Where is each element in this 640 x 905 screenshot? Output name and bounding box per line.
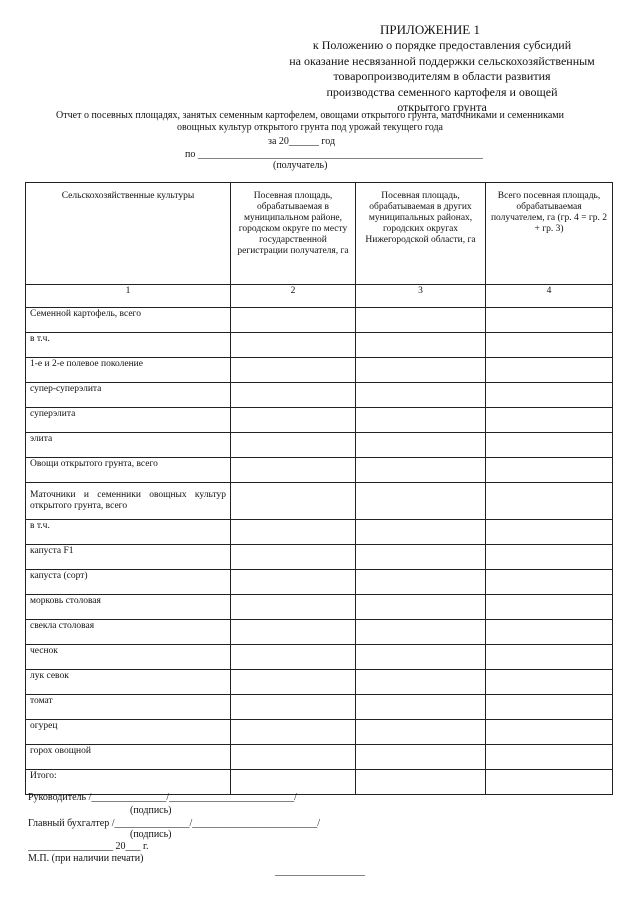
area-other-cell[interactable]	[356, 620, 486, 645]
appendix-line: товаропроизводителям в области развития	[333, 69, 551, 83]
area-total-cell[interactable]	[486, 545, 613, 570]
area-total-cell[interactable]	[486, 645, 613, 670]
area-own-cell[interactable]	[231, 720, 356, 745]
area-total-cell[interactable]	[486, 620, 613, 645]
area-other-cell[interactable]	[356, 383, 486, 408]
area-own-cell[interactable]	[231, 670, 356, 695]
area-own-cell[interactable]	[231, 620, 356, 645]
area-own-cell[interactable]	[231, 545, 356, 570]
column-number: 3	[356, 285, 486, 308]
area-other-cell[interactable]	[356, 458, 486, 483]
report-title-line: Отчет о посевных площадях, занятых семенным картофелем, овощами открытого грунта, маточниками и семенниками	[56, 110, 564, 121]
area-other-cell[interactable]	[356, 720, 486, 745]
appendix-subtitle	[272, 38, 612, 116]
crop-name-cell: суперэлита	[26, 408, 231, 433]
area-total-cell[interactable]	[486, 483, 613, 520]
recipient-caption: (получатель)	[273, 160, 328, 171]
area-other-cell[interactable]	[356, 645, 486, 670]
crop-name-cell: Маточники и семенники овощных культур открытого грунта, всего	[26, 483, 231, 520]
table-row	[26, 720, 613, 745]
area-own-cell[interactable]	[231, 520, 356, 545]
report-title	[30, 110, 590, 134]
area-total-cell[interactable]	[486, 308, 613, 333]
head-signature[interactable]: Руководитель /_______________/_________________________/	[28, 792, 297, 803]
area-other-cell[interactable]	[356, 545, 486, 570]
table-row	[26, 770, 613, 795]
table-row	[26, 358, 613, 383]
crop-name-cell: Семенной картофель, всего	[26, 308, 231, 333]
column-number: 4	[486, 285, 613, 308]
crop-name-cell: чеснок	[26, 645, 231, 670]
area-total-cell[interactable]	[486, 458, 613, 483]
table-row	[26, 483, 613, 520]
crop-name-cell: капуста F1	[26, 545, 231, 570]
table-row	[26, 545, 613, 570]
header-area-total: Всего посевная площадь, обрабатываемая получателем, га (гр. 4 = гр. 2 + гр. 3)	[486, 183, 613, 285]
bottom-line: __________________	[275, 866, 365, 877]
table-row	[26, 695, 613, 720]
crop-name-cell: Овощи открытого грунта, всего	[26, 458, 231, 483]
area-other-cell[interactable]	[356, 408, 486, 433]
table-row	[26, 520, 613, 545]
area-total-cell[interactable]	[486, 695, 613, 720]
header-area-other: Посевная площадь, обрабатываемая в других муниципальных районах, городских округах Нижегородской области, га	[356, 183, 486, 285]
area-own-cell[interactable]	[231, 695, 356, 720]
area-own-cell[interactable]	[231, 595, 356, 620]
area-own-cell[interactable]	[231, 458, 356, 483]
area-own-cell[interactable]	[231, 358, 356, 383]
area-own-cell[interactable]	[231, 570, 356, 595]
area-other-cell[interactable]	[356, 670, 486, 695]
signature-caption: (подпись)	[130, 805, 172, 816]
crop-name-cell: свекла столовая	[26, 620, 231, 645]
table-row	[26, 433, 613, 458]
table-row	[26, 408, 613, 433]
stamp-label: М.П. (при наличии печати)	[28, 853, 144, 864]
area-total-cell[interactable]	[486, 383, 613, 408]
header-crops: Сельскохозяйственные культуры	[26, 183, 231, 285]
appendix-title: ПРИЛОЖЕНИЕ 1	[380, 22, 480, 37]
area-own-cell[interactable]	[231, 745, 356, 770]
crop-name-cell: лук севок	[26, 670, 231, 695]
appendix-line: на оказание несвязанной поддержки сельскохозяйственным	[289, 53, 595, 68]
area-own-cell[interactable]	[231, 645, 356, 670]
area-total-cell[interactable]	[486, 570, 613, 595]
area-total-cell[interactable]	[486, 408, 613, 433]
area-other-cell[interactable]	[356, 358, 486, 383]
column-number-row	[26, 285, 613, 308]
table-row	[26, 645, 613, 670]
crop-name-cell: капуста (сорт)	[26, 570, 231, 595]
area-own-cell[interactable]	[231, 333, 356, 358]
area-total-cell[interactable]	[486, 333, 613, 358]
table-row	[26, 333, 613, 358]
table-row	[26, 620, 613, 645]
area-other-cell[interactable]	[356, 770, 486, 795]
area-other-cell[interactable]	[356, 333, 486, 358]
crop-name-cell: в т.ч.	[26, 520, 231, 545]
table-row	[26, 383, 613, 408]
area-other-cell[interactable]	[356, 433, 486, 458]
crop-name-cell: томат	[26, 695, 231, 720]
appendix-line: открытого грунта	[397, 100, 487, 114]
area-total-cell[interactable]	[486, 720, 613, 745]
crop-name-cell: 1-е и 2-е полевое поколение	[26, 358, 231, 383]
area-total-cell[interactable]	[486, 670, 613, 695]
area-own-cell[interactable]	[231, 383, 356, 408]
table-row	[26, 570, 613, 595]
appendix-line: к Положению о порядке предоставления субсидий	[312, 38, 572, 52]
date-field[interactable]: _________________ 20___ г.	[28, 841, 149, 852]
area-other-cell[interactable]	[356, 570, 486, 595]
area-own-cell[interactable]	[231, 308, 356, 333]
table-row	[26, 745, 613, 770]
area-other-cell[interactable]	[356, 308, 486, 333]
appendix-line: производства семенного картофеля и овощей	[326, 84, 558, 99]
recipient-field[interactable]: по _________________________________________________________	[185, 149, 483, 160]
header-area-own: Посевная площадь, обрабатываемая в муниципальном районе, городском округе по месту государственной регистрации получателя, га	[231, 183, 356, 285]
crop-name-cell: морковь столовая	[26, 595, 231, 620]
area-other-cell[interactable]	[356, 595, 486, 620]
area-own-cell[interactable]	[231, 408, 356, 433]
area-other-cell[interactable]	[356, 695, 486, 720]
area-other-cell[interactable]	[356, 745, 486, 770]
table-row	[26, 670, 613, 695]
year-field[interactable]: за 20______ год	[268, 136, 336, 147]
area-total-cell[interactable]	[486, 520, 613, 545]
area-total-cell[interactable]	[486, 770, 613, 795]
area-own-cell[interactable]	[231, 483, 356, 520]
report-title-line: овощных культур открытого грунта под урожай текущего года	[177, 122, 443, 133]
table-row	[26, 595, 613, 620]
column-number: 1	[26, 285, 231, 308]
signature-caption: (подпись)	[130, 829, 172, 840]
crop-name-cell: супер-суперэлита	[26, 383, 231, 408]
area-own-cell[interactable]	[231, 433, 356, 458]
area-other-cell[interactable]	[356, 520, 486, 545]
crop-name-cell: в т.ч.	[26, 333, 231, 358]
table-header-row	[26, 183, 613, 285]
area-own-cell[interactable]	[231, 770, 356, 795]
area-other-cell[interactable]	[356, 483, 486, 520]
area-total-cell[interactable]	[486, 358, 613, 383]
area-total-cell[interactable]	[486, 595, 613, 620]
area-total-cell[interactable]	[486, 433, 613, 458]
table-row	[26, 458, 613, 483]
crop-name-cell: Итого:	[26, 770, 231, 795]
column-number: 2	[231, 285, 356, 308]
crop-name-cell: элита	[26, 433, 231, 458]
crop-name-cell: огурец	[26, 720, 231, 745]
table-row	[26, 308, 613, 333]
crop-name-cell: горох овощной	[26, 745, 231, 770]
area-total-cell[interactable]	[486, 745, 613, 770]
accountant-signature[interactable]: Главный бухгалтер /_______________/_________________________/	[28, 818, 321, 829]
area-table	[25, 182, 613, 795]
